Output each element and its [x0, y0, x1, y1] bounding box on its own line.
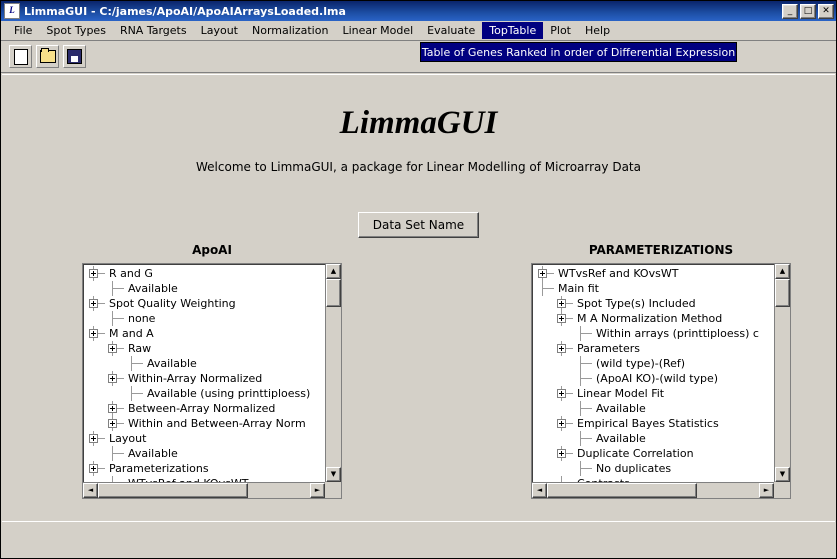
scroll-left-icon[interactable]: ◄: [83, 483, 98, 498]
dataset-tree-box[interactable]: [82, 263, 342, 499]
window-title: LimmaGUI - C:/james/ApoAI/ApoAIArraysLoaded.lma: [24, 4, 346, 18]
tree-item-label: M and A: [109, 327, 154, 340]
tree-item[interactable]: [532, 341, 774, 356]
tree-item[interactable]: [532, 431, 774, 446]
tree-item[interactable]: [83, 356, 325, 371]
toptable-menu-item[interactable]: Table of Genes Ranked in order of Differential Expression: [420, 42, 737, 62]
hscroll-thumb[interactable]: [98, 483, 248, 498]
tree-item[interactable]: [83, 461, 325, 476]
tree-expand-icon[interactable]: [108, 419, 117, 428]
parameterizations-tree-panel: [531, 243, 791, 499]
tree-expand-icon[interactable]: [108, 374, 117, 383]
menu-item-toptable[interactable]: TopTable: [482, 22, 543, 39]
tree-item[interactable]: [83, 416, 325, 431]
page-title: LimmaGUI: [339, 105, 498, 141]
welcome-text: Welcome to LimmaGUI, a package for Linear Modelling of Microarray Data: [196, 160, 641, 174]
tree-item-label: Available: [147, 357, 197, 370]
menu-item-layout[interactable]: Layout: [200, 24, 238, 37]
scroll-right-icon[interactable]: ►: [310, 483, 325, 498]
tree-connector: [580, 333, 592, 334]
tree-item-label: R and G: [109, 267, 153, 280]
scroll-up-icon[interactable]: ▲: [326, 264, 341, 279]
tree-item-label: Between-Array Normalized: [128, 402, 276, 415]
tree-expand-icon[interactable]: [108, 404, 117, 413]
folder-icon: [40, 50, 56, 63]
tree-item-label: Spot Type(s) Included: [577, 297, 696, 310]
parameterizations-tree-content[interactable]: [532, 266, 774, 482]
tree-item[interactable]: [83, 341, 325, 356]
tree-item[interactable]: [532, 281, 774, 296]
menu-item-normalization[interactable]: Normalization: [252, 24, 329, 37]
data-set-name-button[interactable]: Data Set Name: [358, 212, 479, 238]
menu-item-rna-targets[interactable]: RNA Targets: [119, 24, 187, 37]
scrollbar-corner: [325, 482, 341, 498]
dataset-tree-hscrollbar[interactable]: [83, 482, 325, 498]
tree-expand-icon[interactable]: [557, 299, 566, 308]
vscroll-thumb[interactable]: [775, 279, 790, 307]
tree-item-label: M A Normalization Method: [577, 312, 723, 325]
tree-item-label: Within and Between-Array Norm: [128, 417, 306, 430]
tree-expand-icon[interactable]: [89, 299, 98, 308]
tree-item-label: Available (using printtiploess): [147, 387, 311, 400]
tree-item[interactable]: [532, 371, 774, 386]
tree-item[interactable]: [532, 446, 774, 461]
tree-item-label: WTvsRef and KOvsWT: [558, 267, 679, 280]
tree-item-label: Spot Quality Weighting: [109, 297, 236, 310]
tree-item[interactable]: [532, 266, 774, 281]
tree-item-label: (ApoAI KO)-(wild type): [596, 372, 719, 385]
menu-item-evaluate[interactable]: Evaluate: [427, 24, 476, 37]
tree-panels: [2, 243, 835, 503]
app-icon: L: [4, 3, 20, 19]
client-area: [2, 74, 835, 522]
hscroll-thumb[interactable]: [547, 483, 697, 498]
status-bar: [2, 521, 835, 557]
page-icon: [14, 49, 28, 65]
dataset-tree-vscrollbar[interactable]: [325, 264, 341, 482]
menu-item-plot[interactable]: Plot: [550, 24, 571, 37]
tree-item[interactable]: [83, 281, 325, 296]
tree-connector: [131, 393, 143, 394]
parameterizations-tree-title: PARAMETERIZATIONS: [588, 243, 734, 257]
tree-expand-icon[interactable]: [557, 314, 566, 323]
tree-connector: [112, 453, 124, 454]
tree-expand-icon[interactable]: [89, 434, 98, 443]
tree-item[interactable]: [83, 401, 325, 416]
tree-expand-icon[interactable]: [557, 389, 566, 398]
tree-item[interactable]: [83, 326, 325, 341]
tree-item-label: Linear Model Fit: [577, 387, 665, 400]
scroll-right-icon[interactable]: ►: [759, 483, 774, 498]
tree-item-label: Parameters: [577, 342, 640, 355]
tree-item-label: (wild type)-(Ref): [596, 357, 686, 370]
scroll-down-icon[interactable]: ▼: [775, 467, 790, 482]
tree-item[interactable]: [532, 461, 774, 476]
tree-item[interactable]: [532, 356, 774, 371]
tree-expand-icon[interactable]: [108, 344, 117, 353]
tree-connector: [131, 363, 143, 364]
scroll-left-icon[interactable]: ◄: [532, 483, 547, 498]
tree-connector: [542, 288, 554, 289]
minimize-button[interactable]: _: [782, 4, 798, 19]
tree-item-label: Available: [128, 447, 178, 460]
parameterizations-tree-box[interactable]: [531, 263, 791, 499]
tree-expand-icon[interactable]: [89, 329, 98, 338]
menu-item-spot-types[interactable]: Spot Types: [46, 24, 106, 37]
tree-item[interactable]: [83, 446, 325, 461]
tree-item[interactable]: [532, 296, 774, 311]
dataset-tree-content[interactable]: [83, 266, 325, 482]
scroll-up-icon[interactable]: ▲: [775, 264, 790, 279]
dataset-tree-panel: [82, 243, 342, 499]
tree-expand-icon[interactable]: [557, 344, 566, 353]
tree-expand-icon[interactable]: [89, 269, 98, 278]
close-button[interactable]: ✕: [818, 4, 834, 19]
tree-connector: [112, 288, 124, 289]
parameterizations-tree-hscrollbar[interactable]: [532, 482, 774, 498]
dataset-tree-title: ApoAI: [192, 243, 232, 257]
new-file-button[interactable]: [9, 45, 32, 68]
menu-item-linear-model[interactable]: Linear Model: [342, 24, 414, 37]
tree-expand-icon[interactable]: [557, 419, 566, 428]
vscroll-thumb[interactable]: [326, 279, 341, 307]
open-file-button[interactable]: [36, 45, 59, 68]
tree-item-label: Within-Array Normalized: [128, 372, 263, 385]
tree-expand-icon[interactable]: [89, 464, 98, 473]
tree-item-label: Available: [596, 432, 646, 445]
tree-item-label: Main fit: [558, 282, 599, 295]
window-controls: [782, 4, 834, 19]
tree-connector: [580, 378, 592, 379]
tree-connector: [580, 408, 592, 409]
tree-item[interactable]: [532, 416, 774, 431]
tree-item[interactable]: [532, 386, 774, 401]
menu-item-help[interactable]: Help: [584, 24, 611, 37]
scroll-down-icon[interactable]: ▼: [326, 467, 341, 482]
tree-item-label: Available: [128, 282, 178, 295]
scrollbar-corner: [774, 482, 790, 498]
maximize-button[interactable]: □: [800, 4, 816, 19]
tree-item[interactable]: [83, 311, 325, 326]
tree-item[interactable]: [83, 296, 325, 311]
tree-item[interactable]: [83, 371, 325, 386]
tree-connector: [580, 438, 592, 439]
title-bar: [1, 1, 836, 21]
tree-item-label: Layout: [109, 432, 147, 445]
tree-item-label: Duplicate Correlation: [577, 447, 694, 460]
tree-expand-icon[interactable]: [538, 269, 547, 278]
menu-bar: [1, 21, 836, 41]
tree-item-label: none: [128, 312, 156, 325]
tree-item[interactable]: [532, 311, 774, 326]
tree-item[interactable]: [83, 386, 325, 401]
tree-item-label: Available: [596, 402, 646, 415]
tree-item-label: Parameterizations: [109, 462, 209, 475]
tree-item[interactable]: [532, 326, 774, 341]
tree-item-label: Empirical Bayes Statistics: [577, 417, 719, 430]
tree-connector: [580, 468, 592, 469]
tree-item[interactable]: [83, 266, 325, 281]
tree-item-label: Raw: [128, 342, 152, 355]
tree-connector: [112, 318, 124, 319]
parameterizations-tree-vscrollbar[interactable]: [774, 264, 790, 482]
save-file-button[interactable]: [63, 45, 86, 68]
tree-item[interactable]: [532, 401, 774, 416]
tree-item-label: Within arrays (printtiploess) c: [596, 327, 759, 340]
tree-expand-icon[interactable]: [557, 449, 566, 458]
tree-item-label: No duplicates: [596, 462, 672, 475]
dataset-button-row: [2, 212, 835, 238]
tree-connector: [580, 363, 592, 364]
menu-item-file[interactable]: File: [14, 24, 33, 37]
tree-item[interactable]: [83, 431, 325, 446]
floppy-disk-icon: [67, 49, 82, 64]
